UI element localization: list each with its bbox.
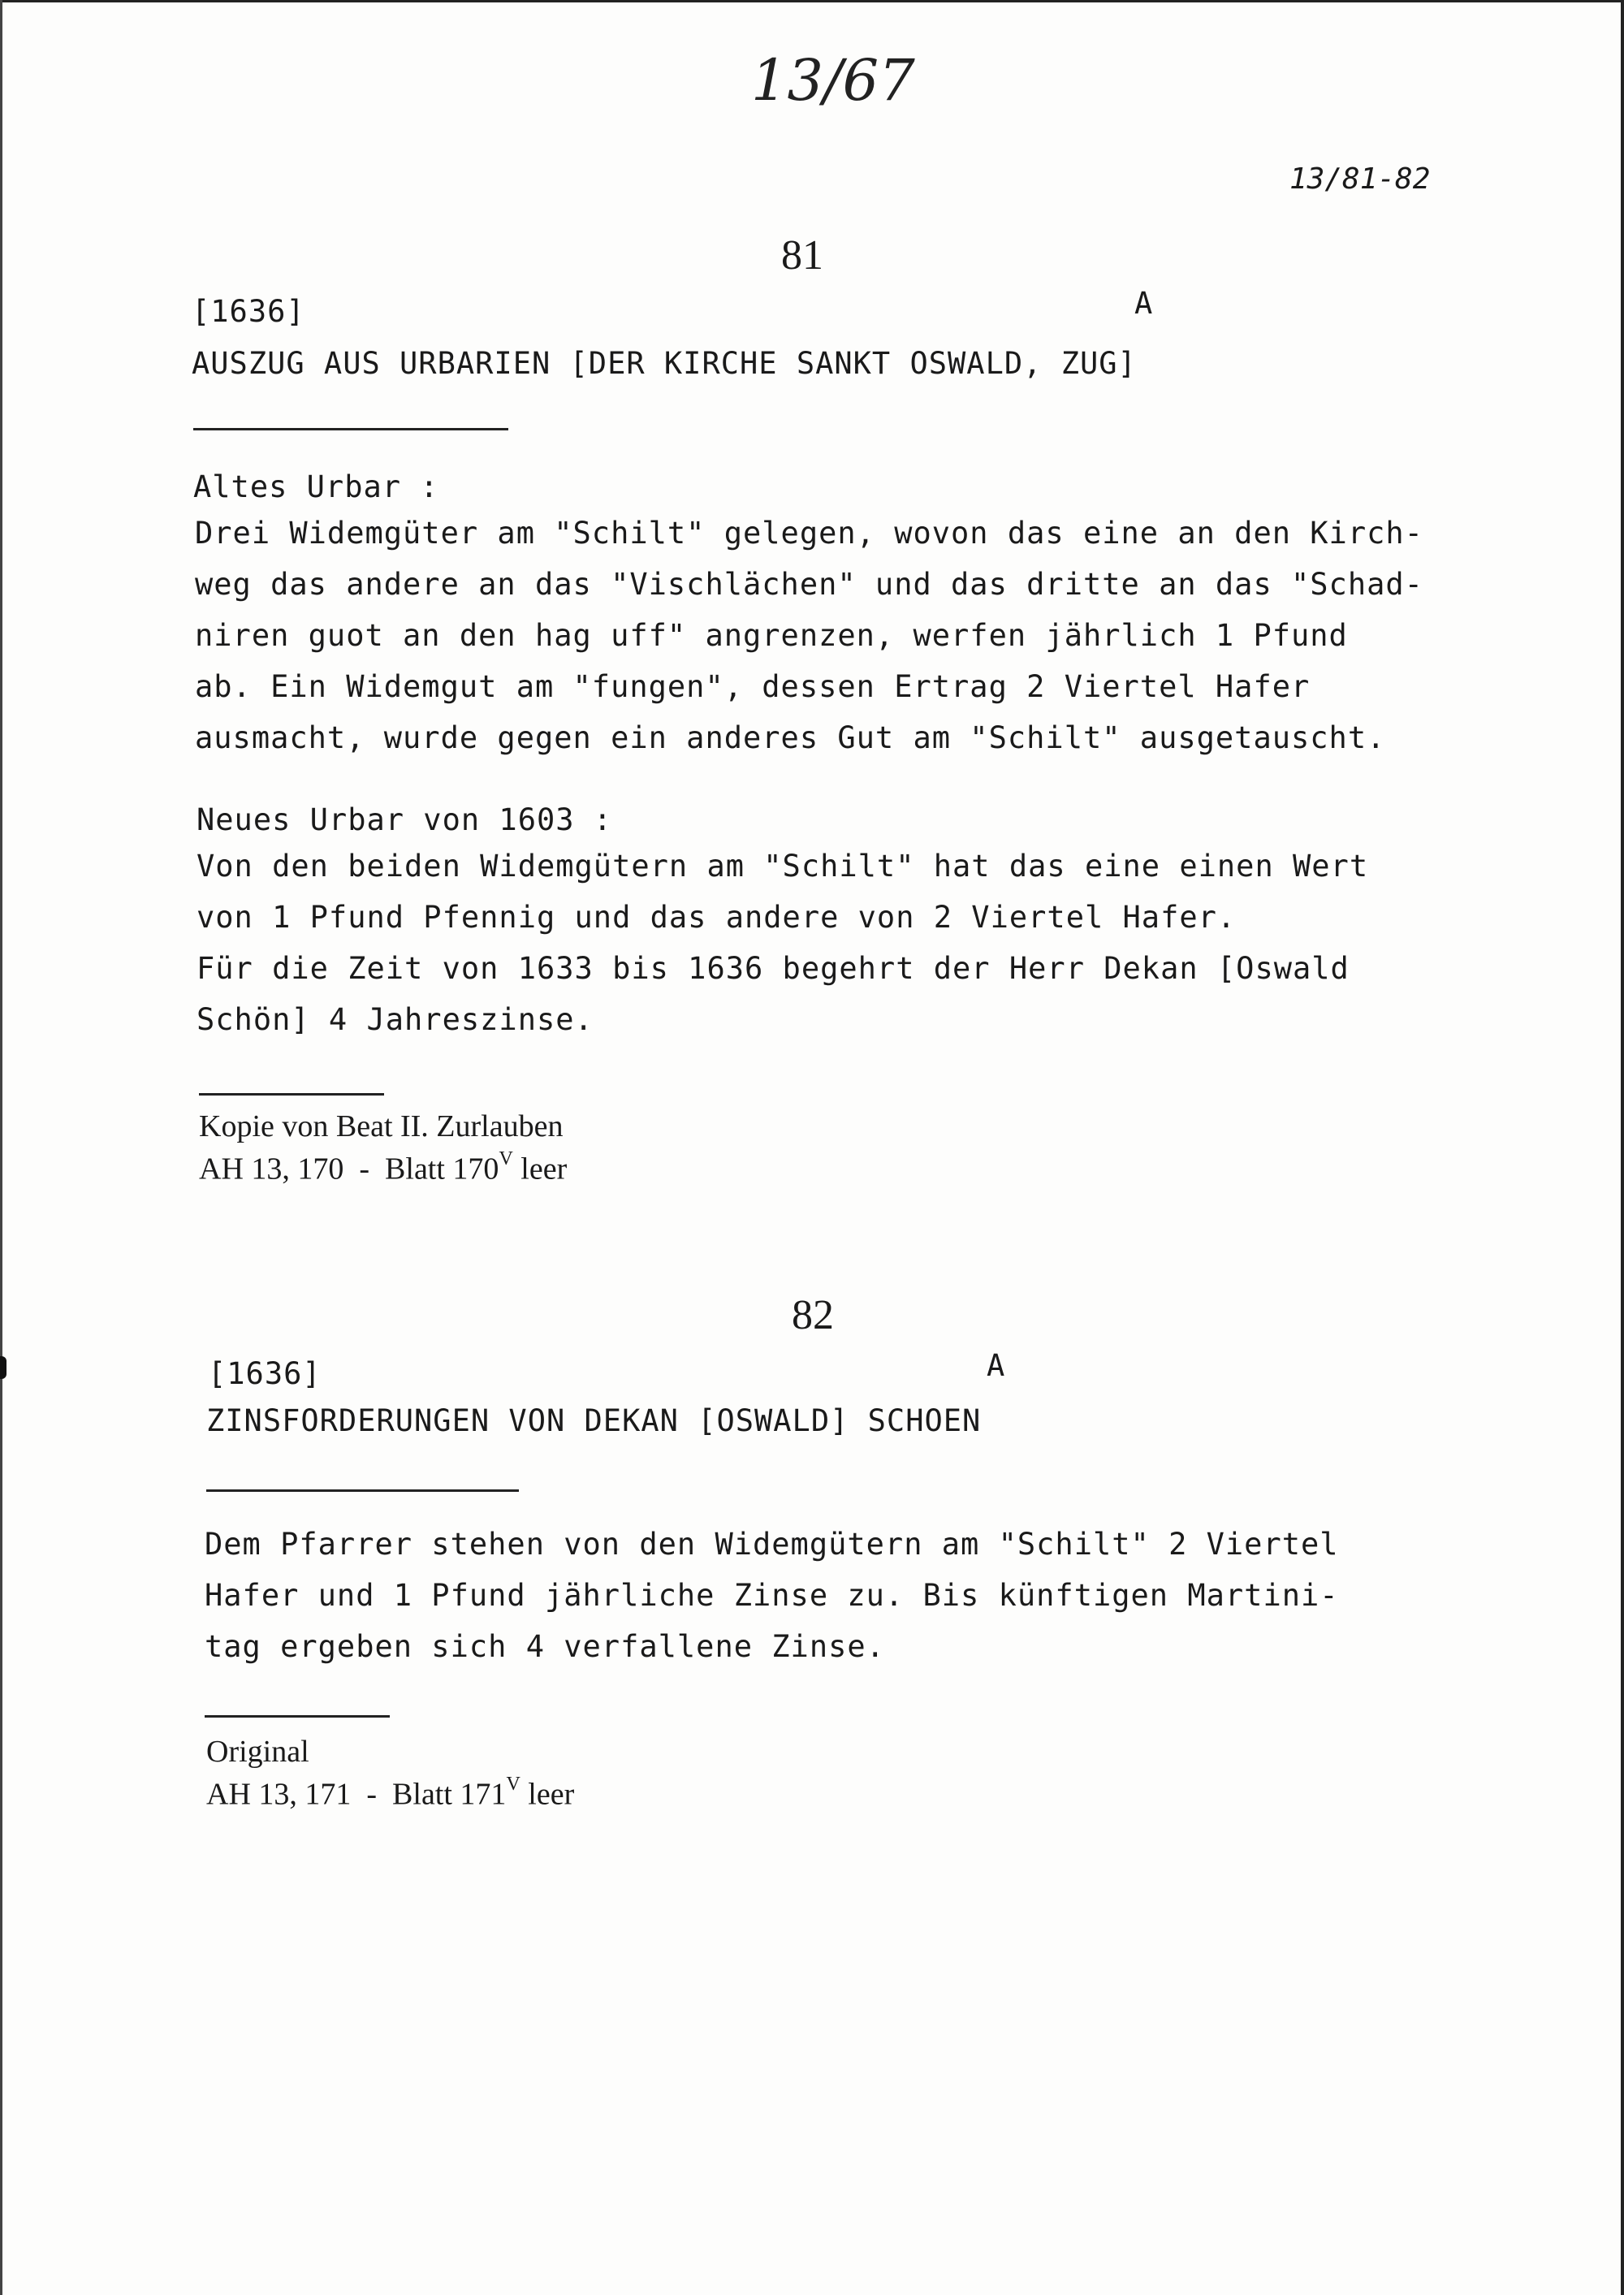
text-line: ausmacht, wurde gegen ein anderes Gut am "Schilt" ausgetauscht.: [195, 720, 1386, 755]
archive-reference-suffix: leer: [520, 1777, 575, 1812]
source-note: Original: [206, 1735, 309, 1769]
archive-reference-suffix: leer: [512, 1152, 568, 1186]
text-line: weg das andere an das "Vischlächen" und das dritte an das "Schad-: [195, 567, 1423, 602]
handwritten-page-number: 13/67: [751, 47, 915, 114]
text-line: Drei Widemgüter am "Schilt" gelegen, wovon das eine an den Kirch-: [195, 516, 1423, 551]
text-line: Für die Zeit von 1633 bis 1636 begehrt der Herr Dekan [Oswald: [197, 951, 1350, 986]
text-line: tag ergeben sich 4 verfallene Zinse.: [205, 1629, 885, 1664]
archive-reference-text: AH 13, 171 - Blatt 171: [206, 1777, 507, 1812]
entry-date: [1636]: [208, 1356, 322, 1391]
entry-title: ZINSFORDERUNGEN VON DEKAN [OSWALD] SCHOEN: [206, 1403, 982, 1438]
archive-reference-text: AH 13, 170 - Blatt 170: [199, 1152, 499, 1186]
text-line: Hafer und 1 Pfund jährliche Zinse zu. Bis künftigen Martini-: [205, 1578, 1339, 1613]
scan-border-right: [1621, 0, 1624, 2295]
entry-title: AUSZUG AUS URBARIEN [DER KIRCHE SANKT OSWALD, ZUG]: [192, 346, 1137, 381]
text-line: von 1 Pfund Pfennig und das andere von 2 Viertel Hafer.: [197, 900, 1237, 935]
entry-number: 81: [781, 232, 823, 279]
text-line: ab. Ein Widemgut am "fungen", dessen Ertrag 2 Viertel Hafer: [195, 669, 1311, 704]
text-line: niren guot an den hag uff" angrenzen, werfen jährlich 1 Pfund: [195, 618, 1348, 653]
title-rule: [193, 428, 508, 430]
entry-type: A: [1134, 286, 1154, 321]
text-line: Schön] 4 Jahreszinse.: [197, 1002, 594, 1037]
source-note: Kopie von Beat II. Zurlauben: [199, 1109, 564, 1143]
text-line: Von den beiden Widemgütern am "Schilt" hat das eine einen Wert: [197, 849, 1369, 884]
scan-border-top: [0, 0, 1624, 2]
scan-notch-mark: [0, 1356, 6, 1379]
section-heading: Altes Urbar :: [193, 469, 439, 504]
archive-reference: [199, 1144, 567, 1187]
scan-border-left: [0, 0, 2, 2295]
archive-reference: [206, 1770, 574, 1813]
title-rule: [206, 1489, 519, 1492]
section-heading: Neues Urbar von 1603 :: [197, 802, 613, 837]
text-line: Dem Pfarrer stehen von den Widemgütern am "Schilt" 2 Viertel: [205, 1527, 1339, 1562]
document-reference: 13/81-82: [1289, 162, 1431, 196]
verso-mark: V: [499, 1148, 513, 1169]
notes-rule: [199, 1093, 384, 1096]
entry-date: [1636]: [192, 294, 305, 329]
entry-type: A: [987, 1348, 1006, 1383]
entry-number: 82: [792, 1292, 834, 1338]
notes-rule: [205, 1715, 390, 1718]
verso-mark: V: [506, 1774, 520, 1795]
